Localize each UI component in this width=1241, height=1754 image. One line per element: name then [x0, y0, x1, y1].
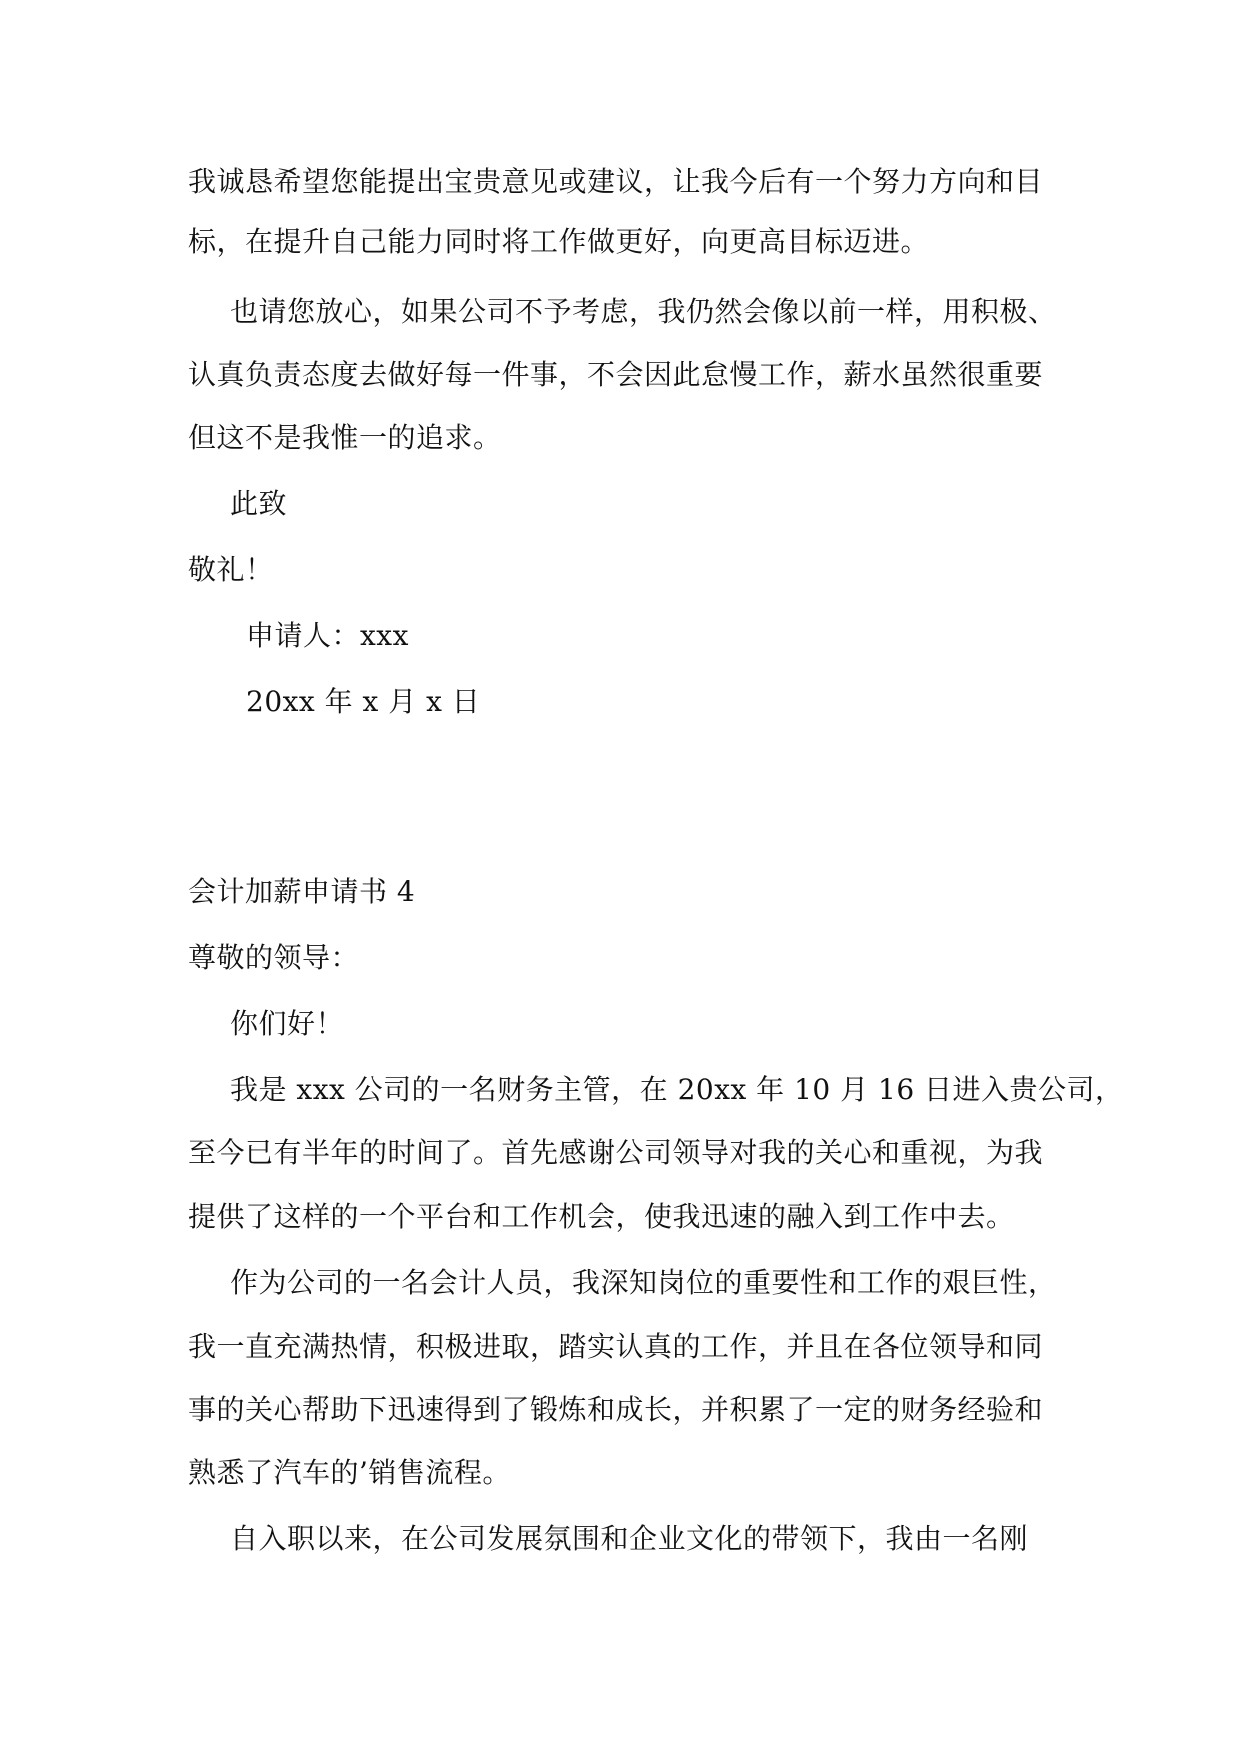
paragraph-line: 也请您放心，如果公司不予考虑，我仍然会像以前一样，用积极、 [230, 295, 1057, 328]
paragraph-line: 熟悉了汽车的’销售流程。 [188, 1456, 511, 1489]
paragraph-line: 认真负责态度去做好每一件事，不会因此怠慢工作，薪水虽然很重要 [188, 358, 1044, 391]
paragraph-line: 至今已有半年的时间了。首先感谢公司领导对我的关心和重视，为我 [188, 1136, 1044, 1169]
paragraph-line: 我诚恳希望您能提出宝贵意见或建议，让我今后有一个努力方向和目 [188, 165, 1044, 198]
paragraph-line: 提供了这样的一个平台和工作机会，使我迅速的融入到工作中去。 [188, 1200, 1015, 1233]
applicant-signature: 申请人：xxx [246, 619, 409, 652]
paragraph-line: 事的关心帮助下迅速得到了锻炼和成长，并积累了一定的财务经验和 [188, 1393, 1044, 1426]
paragraph-line: 自入职以来，在公司发展氛围和企业文化的带领下，我由一名刚 [230, 1522, 1029, 1555]
closing-regards: 敬礼！ [188, 553, 274, 586]
paragraph-line: 但这不是我惟一的追求。 [188, 421, 502, 454]
letter-greeting: 尊敬的领导： [188, 941, 360, 974]
closing-salutation: 此致 [230, 487, 288, 520]
letter-date: 20xx 年 x 月 x 日 [246, 685, 481, 718]
paragraph-line: 标，在提升自己能力同时将工作做更好，向更高目标迈进。 [188, 225, 930, 258]
paragraph-line: 我是 xxx 公司的一名财务主管，在 20xx 年 10 月 16 日进入贵公司， [230, 1073, 1124, 1106]
paragraph-line: 我一直充满热情，积极进取，踏实认真的工作，并且在各位领导和同 [188, 1330, 1044, 1363]
paragraph-line: 你们好！ [230, 1007, 345, 1040]
letter-title: 会计加薪申请书 4 [188, 875, 416, 908]
paragraph-line: 作为公司的一名会计人员，我深知岗位的重要性和工作的艰巨性， [230, 1266, 1057, 1299]
